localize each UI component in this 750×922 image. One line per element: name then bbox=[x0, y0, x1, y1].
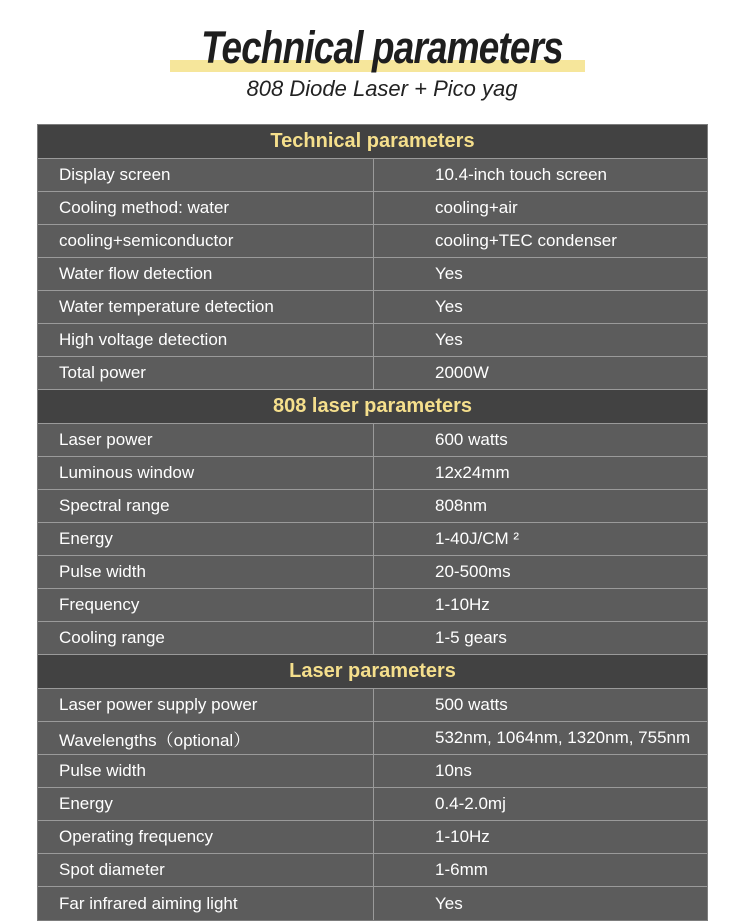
param-label: Display screen bbox=[38, 159, 374, 191]
param-label: Frequency bbox=[38, 589, 374, 621]
page-title: Technical parameters bbox=[201, 22, 563, 73]
param-label: Energy bbox=[38, 523, 374, 555]
param-label: Laser power supply power bbox=[38, 689, 374, 721]
table-row bbox=[38, 192, 707, 225]
param-value: 1-10Hz bbox=[435, 827, 490, 846]
param-value: 12x24mm bbox=[435, 463, 510, 482]
table-row bbox=[38, 291, 707, 324]
table-row bbox=[38, 722, 707, 755]
param-label: Cooling range bbox=[38, 622, 374, 654]
param-value: 1-6mm bbox=[435, 860, 488, 879]
section-header-laser: Laser parameters bbox=[38, 655, 707, 689]
param-value: 0.4-2.0mj bbox=[435, 794, 506, 813]
table-row bbox=[38, 821, 707, 854]
page-subtitle: 808 Diode Laser + Pico yag bbox=[246, 76, 518, 101]
section-header-808-laser: 808 laser parameters bbox=[38, 390, 707, 424]
table-row bbox=[38, 523, 707, 556]
parameters-table bbox=[37, 124, 708, 921]
table-row bbox=[38, 556, 707, 589]
param-label: Pulse width bbox=[38, 556, 374, 588]
table-row bbox=[38, 225, 707, 258]
table-row bbox=[38, 258, 707, 291]
param-label: Luminous window bbox=[38, 457, 374, 489]
param-label: cooling+semiconductor bbox=[38, 225, 374, 257]
param-value: 1-5 gears bbox=[435, 628, 507, 647]
section-header-technical: Technical parameters bbox=[38, 125, 707, 159]
param-value: 1-40J/CM ² bbox=[435, 529, 520, 548]
param-value: cooling+air bbox=[435, 198, 518, 217]
param-value: 10ns bbox=[435, 761, 472, 780]
param-value: 500 watts bbox=[435, 695, 508, 714]
param-label: Far infrared aiming light bbox=[38, 887, 374, 920]
param-value: Yes bbox=[435, 297, 463, 316]
table-row bbox=[38, 159, 707, 192]
param-value: 10.4-inch touch screen bbox=[435, 165, 607, 184]
param-value: 808nm bbox=[435, 496, 487, 515]
table-row bbox=[38, 324, 707, 357]
table-row bbox=[38, 622, 707, 655]
param-label: Total power bbox=[38, 357, 374, 389]
param-label: Energy bbox=[38, 788, 374, 820]
table-row bbox=[38, 457, 707, 490]
table-row bbox=[38, 490, 707, 523]
param-value: Yes bbox=[435, 330, 463, 349]
param-label: High voltage detection bbox=[38, 324, 374, 356]
param-value: cooling+TEC condenser bbox=[435, 231, 617, 250]
param-value: 20-500ms bbox=[435, 562, 511, 581]
param-value: 2000W bbox=[435, 363, 489, 382]
page-header bbox=[0, 0, 750, 124]
param-value: Yes bbox=[435, 264, 463, 283]
table-row bbox=[38, 854, 707, 887]
param-label: Cooling method: water bbox=[38, 192, 374, 224]
param-value: 532nm, 1064nm, 1320nm, 755nm bbox=[435, 728, 691, 747]
param-label: Wavelengths（optional） bbox=[38, 722, 374, 754]
param-label: Laser power bbox=[38, 424, 374, 456]
param-label: Spectral range bbox=[38, 490, 374, 522]
table-row bbox=[38, 424, 707, 457]
table-row bbox=[38, 357, 707, 390]
table-row bbox=[38, 589, 707, 622]
param-label: Operating frequency bbox=[38, 821, 374, 853]
param-label: Spot diameter bbox=[38, 854, 374, 886]
table-row bbox=[38, 887, 707, 920]
table-row bbox=[38, 755, 707, 788]
param-value: 600 watts bbox=[435, 430, 508, 449]
param-label: Water flow detection bbox=[38, 258, 374, 290]
param-label: Pulse width bbox=[38, 755, 374, 787]
table-row bbox=[38, 788, 707, 821]
table-row bbox=[38, 689, 707, 722]
param-value: Yes bbox=[435, 893, 463, 913]
param-label: Water temperature detection bbox=[38, 291, 374, 323]
param-value: 1-10Hz bbox=[435, 595, 490, 614]
